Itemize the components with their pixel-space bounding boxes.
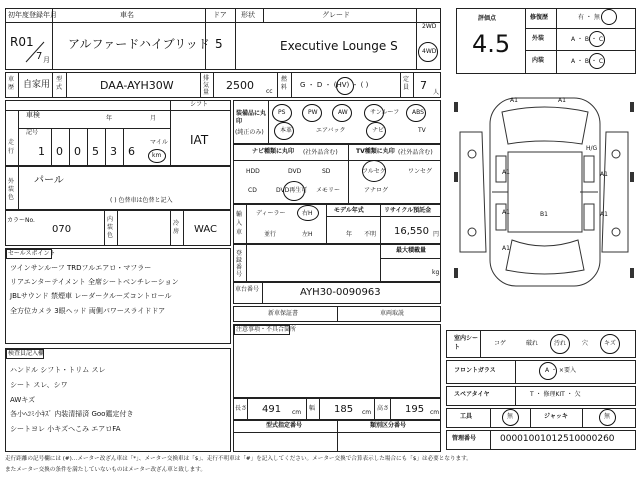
mileage-digit: 0 <box>56 145 63 158</box>
color-note: ( ) 色替車は色替と記入 <box>110 197 173 204</box>
doors-value: 5 <box>215 37 223 51</box>
inspector-notes-label: 検査員記入欄 <box>8 350 45 357</box>
grade-value: Executive Lounge S <box>280 39 398 53</box>
sales-line-3: JBLサウンド 禁煙車 レーダークルーズコントロール <box>10 292 172 300</box>
note-line-1: ハンドル シフト・トリム スレ <box>10 366 106 374</box>
capacity-value: 7 <box>420 79 427 92</box>
navi-cd: CD <box>248 187 257 194</box>
damage-mark: A1 <box>502 245 510 252</box>
warranty-new: 新車保証書 <box>268 310 299 317</box>
footer-line-2: またメーター交換の条件を満たしていないものはメーター改ざん車と致します。 <box>5 467 206 473</box>
mileage-digit: 6 <box>128 145 135 158</box>
doors-label: ドア <box>213 11 227 19</box>
reg-year-value: R01 <box>10 35 34 49</box>
equipment-option: PW <box>308 109 318 116</box>
width-unit: cm <box>362 409 372 416</box>
caution-table <box>233 324 441 398</box>
fuel-options: G ・ D ・ (HV) ・ ( ) <box>300 81 369 89</box>
equipment-note: (純正のみ) <box>235 129 264 136</box>
capacity-label: 定員 <box>403 76 410 91</box>
tv-oneseg: ワンセグ <box>408 168 433 175</box>
unit-km: km <box>152 152 162 159</box>
recycle-unit: 円 <box>433 231 440 238</box>
tv-fullseg: フルセグ <box>362 168 386 175</box>
note-line-5: シートヨレ 小キズへこみ エアロFA <box>10 425 121 433</box>
car-name-value: アルファードハイブリッド <box>68 37 210 51</box>
height-unit: cm <box>430 409 440 416</box>
seat-burn: コゲ <box>494 340 507 347</box>
color-label: 外装色 <box>8 178 15 201</box>
interior-seat-label: 室内シート <box>454 335 479 351</box>
import-right: 右H <box>302 210 313 217</box>
displacement-label: 排気量 <box>203 75 210 96</box>
inspector-notes <box>5 348 231 452</box>
caution-label: 注意事項・不具合箇所 <box>236 326 297 333</box>
front-glass-a-circle <box>539 362 557 380</box>
equipment-option: 本革 <box>280 127 293 134</box>
import-parallel: 並行 <box>264 231 277 238</box>
navi-dvd-play: DVD再生可 <box>276 187 308 194</box>
import-dealer: ディーラー <box>256 210 286 217</box>
chassis-label: 車台番号 <box>235 286 260 293</box>
height-value: 195 <box>405 404 425 415</box>
mileage-digit: 0 <box>74 145 81 158</box>
navi-dvd: DVD <box>288 168 302 175</box>
shift-label: シフト <box>190 101 209 108</box>
navi-hdd: HDD <box>246 168 260 175</box>
recycle-value: 16,550 <box>394 226 429 237</box>
reg-year-label: 初年度登録年月 <box>8 11 57 19</box>
length-label: 長さ <box>235 405 248 412</box>
tools-value: 無 <box>507 413 514 420</box>
width-value: 185 <box>334 404 354 415</box>
navi-sd: SD <box>322 168 331 175</box>
tools-label: 工具 <box>460 413 473 420</box>
damage-mark: A1 <box>600 171 608 178</box>
equipment-option: ナビ <box>372 127 385 134</box>
class-no-label: 類別区分番号 <box>370 422 407 429</box>
reg-month-unit: 月 <box>43 56 50 64</box>
reg-no-label: 登録番号 <box>236 250 243 278</box>
equipment-option: エアバック <box>316 127 346 134</box>
front-glass-label: フロントガラス <box>454 367 496 374</box>
row2-table <box>5 72 441 98</box>
max-load-label: 最大積載量 <box>396 247 427 254</box>
model-label: 型式 <box>56 76 63 91</box>
seat-scratch: キズ <box>604 340 616 347</box>
interior-grade-label: 内装 <box>532 57 545 64</box>
fuel-hv-circle <box>336 77 354 95</box>
usage-label: 車歴 <box>8 76 15 91</box>
cooler-label: 冷房 <box>173 220 180 235</box>
equipment-option: TV <box>418 127 426 134</box>
equipment-option: AW <box>338 109 348 116</box>
damage-mark: A1 <box>558 97 566 104</box>
color-no-value: 070 <box>52 224 72 235</box>
interior-grade-options: A ・ B ・ C <box>571 58 604 65</box>
damage-mark: A1 <box>510 97 518 104</box>
grade-label: グレード <box>322 11 350 19</box>
model-value: DAA-AYH30W <box>100 79 174 92</box>
import-left: 左H <box>302 231 313 238</box>
shape-label: 形状 <box>241 11 255 19</box>
chassis-value: AYH30-0090963 <box>300 287 381 298</box>
capacity-unit: 人 <box>433 89 440 96</box>
type-spec-label: 型式指定番号 <box>266 422 303 429</box>
damage-mark: A1 <box>502 169 510 176</box>
model-year-unit: 年 <box>346 231 353 238</box>
drive-2wd: 2WD <box>422 23 437 30</box>
recycle-label: リサイクル預託金 <box>384 207 432 214</box>
length-unit: cm <box>292 409 302 416</box>
exterior-b-circle <box>589 31 605 47</box>
exterior-grade-options: A ・ B ・ C <box>571 36 604 43</box>
tv-analog: アナログ <box>364 187 389 194</box>
sales-points-label: セールスポイント <box>8 250 56 257</box>
interior-label: 内装色 <box>107 216 114 239</box>
unit-mile: マイル <box>150 139 168 146</box>
repair-none-circle <box>601 9 617 25</box>
equipment-label: 装備品に丸印 <box>236 110 267 125</box>
equipment-option: サンルーフ <box>370 109 400 116</box>
seat-hole: 穴 <box>582 340 589 347</box>
max-load-unit: kg <box>432 269 440 276</box>
equipment-option: ABS <box>412 109 424 116</box>
car-name-label: 車名 <box>120 11 134 19</box>
width-label: 幅 <box>309 405 316 412</box>
tv-note: (社外品含む) <box>398 149 433 156</box>
model-year-label: モデル年式 <box>334 207 364 214</box>
score-label: 評価点 <box>478 15 497 22</box>
inspection-month: 月 <box>150 115 157 122</box>
height-label: 高さ <box>377 405 390 412</box>
cc-unit: cc <box>266 88 273 95</box>
repair-options: 有 ・ 無 <box>578 14 600 21</box>
shift-value: IAT <box>190 133 209 147</box>
damage-mark: B1 <box>540 211 548 218</box>
digit-label: 記号 <box>26 129 39 136</box>
repair-label: 修復歴 <box>530 14 549 21</box>
footer-line-1: 走行距離の記号欄には (#)…メーター改ざん車は「*」、メーター交換車は「$」、走行不明車は「#」を記入してください。メーター交換で合算表示した場合にも「$」は必要となります。 <box>5 456 472 462</box>
reg-month-value: 7 <box>36 51 43 62</box>
jack-label: ジャッキ <box>544 413 568 420</box>
front-glass-options: A ・ ×要入 <box>545 367 576 374</box>
usage-value: 自家用 <box>23 80 51 90</box>
score-value: 4.5 <box>472 30 511 58</box>
mgmt-value: 00001001012510000260 <box>500 434 615 444</box>
seat-dirt: 汚れ <box>554 340 567 347</box>
displacement-value: 2500 <box>226 79 254 92</box>
mileage-digit: 5 <box>92 145 99 158</box>
sales-line-4: 全方位カメラ 3眼ヘッド 両側パワースライドドア <box>10 307 166 315</box>
damage-mark: H/G <box>586 145 598 152</box>
seat-tear: 破れ <box>526 340 539 347</box>
navi-memory: メモリー <box>316 187 341 194</box>
exterior-grade-label: 外装 <box>532 35 545 42</box>
reg-slash <box>22 40 50 64</box>
fuel-label: 燃料 <box>281 76 288 91</box>
jack-value: 無 <box>604 413 611 420</box>
navi-label: ナビ種類に丸印 <box>252 148 295 155</box>
inspection-label: 車検 <box>26 111 40 119</box>
mileage-digit: 3 <box>110 145 117 158</box>
import-label: 輸入車 <box>236 211 243 236</box>
model-year-unknown: 不明 <box>364 231 377 238</box>
note-line-4: 各小ﾍｺﾐ小ｷｽﾞ 内装清掃済 Goo鑑定付き <box>10 410 134 418</box>
navi-note: (社外品含む) <box>303 149 338 156</box>
color-no-label: カラーNo. <box>7 217 35 224</box>
mileage-digit: 1 <box>38 145 45 158</box>
spare-tire-options: T ・ 修理KIT ・ 欠 <box>530 391 581 398</box>
spare-tire-label: スペアタイヤ <box>454 391 490 398</box>
damage-mark: A1 <box>600 211 608 218</box>
warranty-manual: 車両取説 <box>380 310 405 317</box>
mgmt-label: 管理番号 <box>452 435 477 442</box>
length-value: 491 <box>262 404 282 415</box>
note-line-3: AWキズ <box>10 396 36 404</box>
equipment-option: PS <box>278 109 286 116</box>
sales-line-1: ツインサンルーフ TRDフルエアロ・マフラー <box>10 264 152 272</box>
note-line-2: シート スレ、シワ <box>10 381 68 389</box>
damage-mark: A1 <box>502 209 510 216</box>
sales-line-2: リアエンターテイメント 全席シートベンチレーション <box>10 278 179 286</box>
cooler-value: WAC <box>194 224 217 235</box>
drive-4wd: 4WD <box>422 48 437 55</box>
running-label: 走行 <box>8 139 15 155</box>
car-damage-diagram <box>452 92 636 292</box>
color-value: パール <box>34 175 64 186</box>
interior-b-circle <box>589 53 605 69</box>
inspection-year: 年 <box>106 115 113 122</box>
tv-label: TV種類に丸印 <box>356 148 395 155</box>
